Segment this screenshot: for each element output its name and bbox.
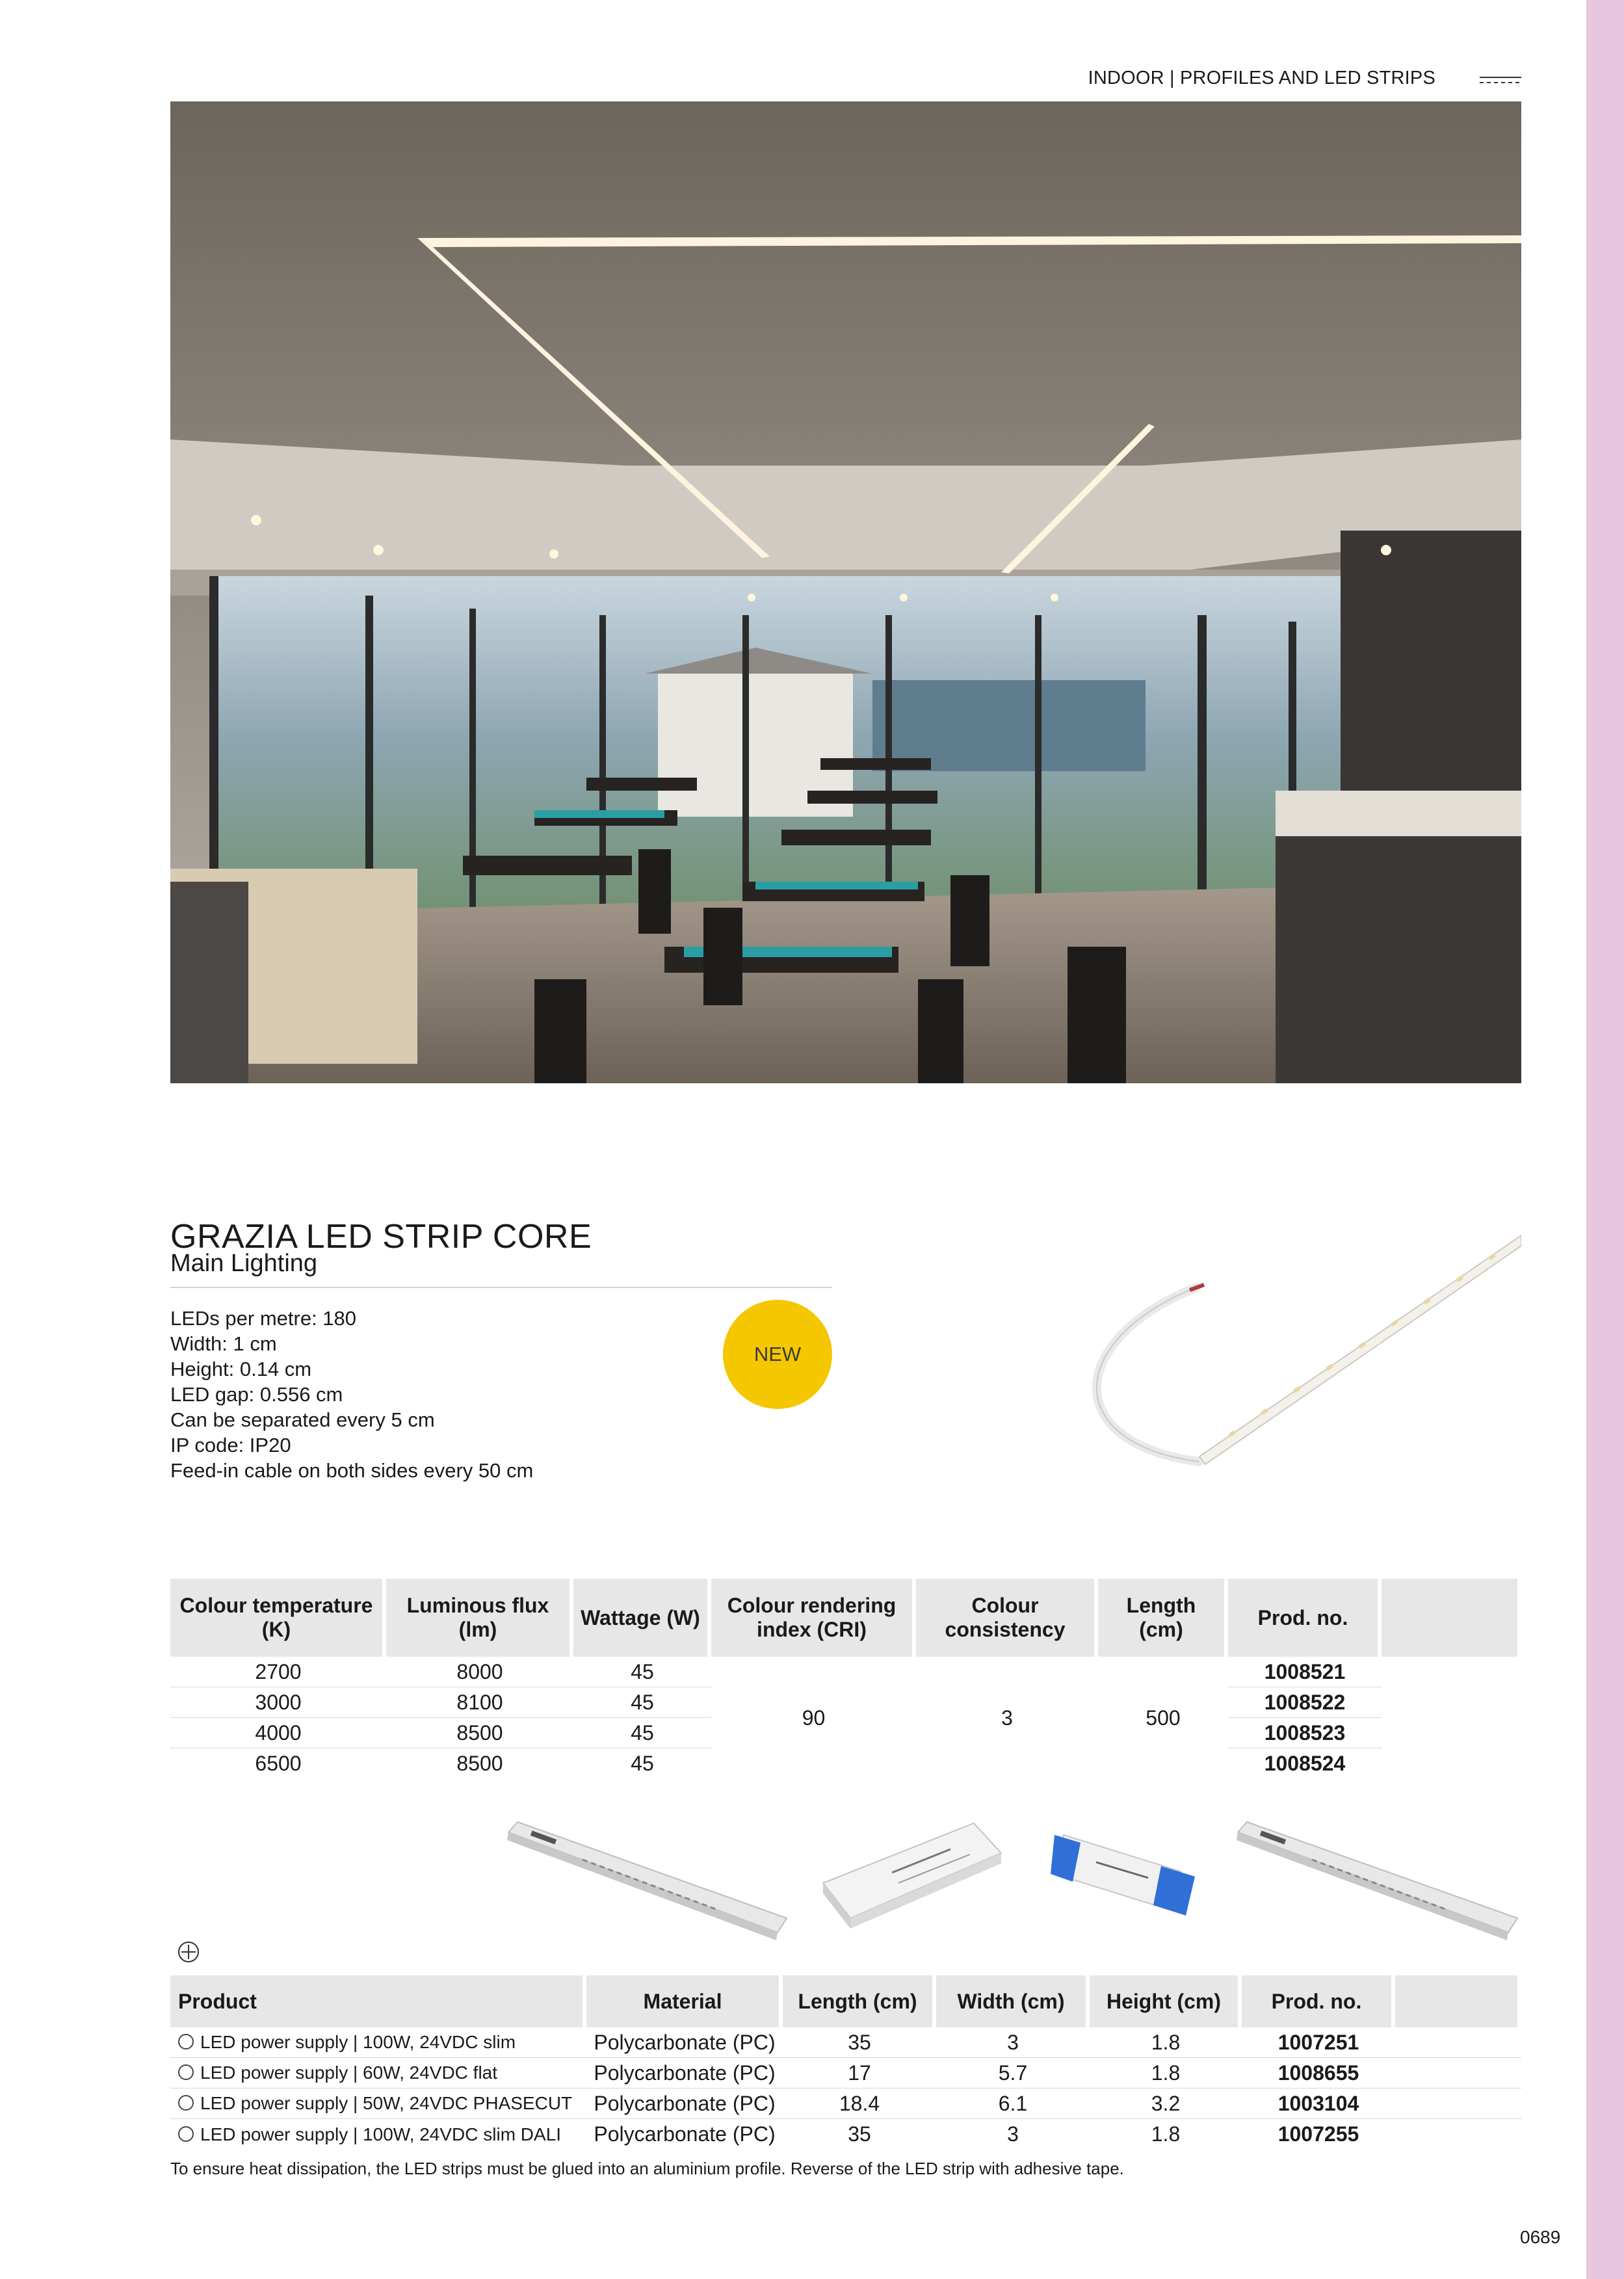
table-row [170, 2088, 1521, 2119]
header-colour-consistency: Colour consistency [916, 1579, 1098, 1657]
spec-item: Feed-in cable on both sides every 50 cm [170, 1459, 534, 1482]
colour-temperature-cell: 6500 [255, 1752, 302, 1775]
luminous-flux-cell: 8500 [456, 1752, 503, 1775]
header-wattage: Wattage (W) [573, 1579, 711, 1657]
empty-cell [1382, 1718, 1521, 1748]
empty-cell [1395, 2119, 1521, 2150]
accessory-table [170, 1975, 1521, 2150]
spec-item: IP code: IP20 [170, 1434, 291, 1456]
colour-temperature-cell: 3000 [170, 1687, 386, 1718]
power-supply-slim-dali-image [1234, 1821, 1521, 1944]
new-badge: NEW [723, 1300, 832, 1409]
prod-no-cell: 1008655 [1242, 2058, 1395, 2088]
header-length: Length (cm) [783, 1975, 936, 2027]
dashed-line-icon [1480, 75, 1521, 85]
header-length: Length (cm) [1098, 1579, 1228, 1657]
table-row [170, 2058, 1521, 2088]
width-cell: 6.1 [936, 2088, 1090, 2119]
spec-table [170, 1579, 1521, 1779]
length-cell: 35 [848, 2122, 871, 2146]
power-supply-slim-image [504, 1821, 791, 1944]
length-cell: 500 [1146, 1706, 1181, 1730]
prod-no-cell: 1007251 [1242, 2027, 1395, 2058]
header-product: Product [170, 1975, 586, 2027]
material-cell: Polycarbonate (PC) [586, 2088, 783, 2119]
header-material: Material [586, 1975, 783, 2027]
cri-cell: 90 [802, 1706, 826, 1730]
product-cell [170, 2119, 586, 2150]
empty-cell [1395, 2027, 1521, 2058]
circled-plus-icon [177, 1941, 200, 1963]
product-subtitle: Main Lighting [170, 1250, 318, 1277]
product-name: LED power supply | 60W, 24VDC flat [200, 2062, 498, 2083]
product-title: GRAZIA LED STRIP CORE [170, 1218, 592, 1256]
luminous-flux-cell: 8500 [386, 1718, 573, 1748]
side-color-stripe [1586, 0, 1624, 2279]
header-prod-no: Prod. no. [1242, 1975, 1395, 2027]
led-strip-image [1053, 1222, 1521, 1482]
title-divider [170, 1287, 832, 1288]
wattage-cell: 45 [631, 1752, 654, 1775]
spec-item: LEDs per metre: 180 [170, 1307, 357, 1330]
spec-list [170, 1306, 533, 1483]
spec-item: LED gap: 0.556 cm [170, 1383, 343, 1406]
prod-no-cell: 1008523 [1228, 1718, 1382, 1748]
colour-temperature-cell: 2700 [170, 1657, 386, 1687]
header-colour-temperature: Colour temperature (K) [170, 1579, 386, 1657]
wattage-cell: 45 [573, 1657, 711, 1687]
length-cell: 18.4 [783, 2088, 936, 2119]
empty-cell [1382, 1657, 1521, 1687]
table-row [170, 2027, 1521, 2058]
empty-cell [1382, 1748, 1521, 1779]
height-cell: 3.2 [1090, 2088, 1242, 2119]
footnote: To ensure heat dissipation, the LED strips must be glued into an aluminium profile. Reverse of the LED strip with adhesive tape. [170, 2159, 1124, 2178]
product-cell [170, 2027, 586, 2058]
empty-cell [1382, 1687, 1521, 1718]
prod-no-cell: 1008524 [1264, 1752, 1346, 1775]
product-name: LED power supply | 50W, 24VDC PHASECUT [200, 2093, 573, 2113]
header-empty [1382, 1579, 1521, 1657]
height-cell: 1.8 [1151, 2122, 1181, 2146]
header-empty [1395, 1975, 1521, 2027]
header-height: Height (cm) [1090, 1975, 1242, 2027]
prod-no-cell: 1008522 [1228, 1687, 1382, 1718]
header-cri: Colour rendering index (CRI) [711, 1579, 916, 1657]
width-cell: 3 [1007, 2122, 1019, 2146]
product-name: LED power supply | 100W, 24VDC slim [200, 2032, 516, 2052]
material-cell: Polycarbonate (PC) [586, 2058, 783, 2088]
length-cell: 17 [783, 2058, 936, 2088]
material-cell: Polycarbonate (PC) [594, 2122, 776, 2146]
prod-no-cell: 1007255 [1277, 2122, 1359, 2146]
spec-item: Can be separated every 5 cm [170, 1408, 435, 1431]
product-name: LED power supply | 100W, 24VDC slim DALI [200, 2124, 562, 2144]
wattage-cell: 45 [573, 1687, 711, 1718]
height-cell: 1.8 [1090, 2058, 1242, 2088]
power-supply-flat-image [820, 1821, 1004, 1931]
header-prod-no: Prod. no. [1228, 1579, 1382, 1657]
radio-button[interactable] [178, 2126, 194, 2142]
width-cell: 5.7 [936, 2058, 1090, 2088]
header-width: Width (cm) [936, 1975, 1090, 2027]
table-row [170, 1657, 1521, 1687]
prod-no-cell: 1008521 [1228, 1657, 1382, 1687]
width-cell: 3 [936, 2027, 1090, 2058]
table-row [170, 2119, 1521, 2150]
empty-cell [1395, 2058, 1521, 2088]
spec-item: Width: 1 cm [170, 1332, 277, 1355]
length-cell: 35 [783, 2027, 936, 2058]
radio-button[interactable] [178, 2034, 194, 2049]
product-cell [170, 2088, 586, 2119]
restaurant-interior-image [170, 101, 1521, 1083]
height-cell: 1.8 [1090, 2027, 1242, 2058]
wattage-cell: 45 [573, 1718, 711, 1748]
product-cell [170, 2058, 586, 2088]
section-header: INDOOR | PROFILES AND LED STRIPS [1088, 68, 1435, 88]
luminous-flux-cell: 8100 [386, 1687, 573, 1718]
page-number: 0689 [1520, 2227, 1561, 2247]
colour-consistency-cell: 3 [1001, 1706, 1013, 1730]
radio-button[interactable] [178, 2095, 194, 2111]
empty-cell [1395, 2088, 1521, 2119]
header-luminous-flux: Luminous flux (lm) [386, 1579, 573, 1657]
power-supply-phasecut-image [1051, 1828, 1198, 1917]
radio-button[interactable] [178, 2064, 194, 2080]
spec-item: Height: 0.14 cm [170, 1358, 312, 1380]
luminous-flux-cell: 8000 [386, 1657, 573, 1687]
prod-no-cell: 1003104 [1242, 2088, 1395, 2119]
material-cell: Polycarbonate (PC) [586, 2027, 783, 2058]
colour-temperature-cell: 4000 [170, 1718, 386, 1748]
